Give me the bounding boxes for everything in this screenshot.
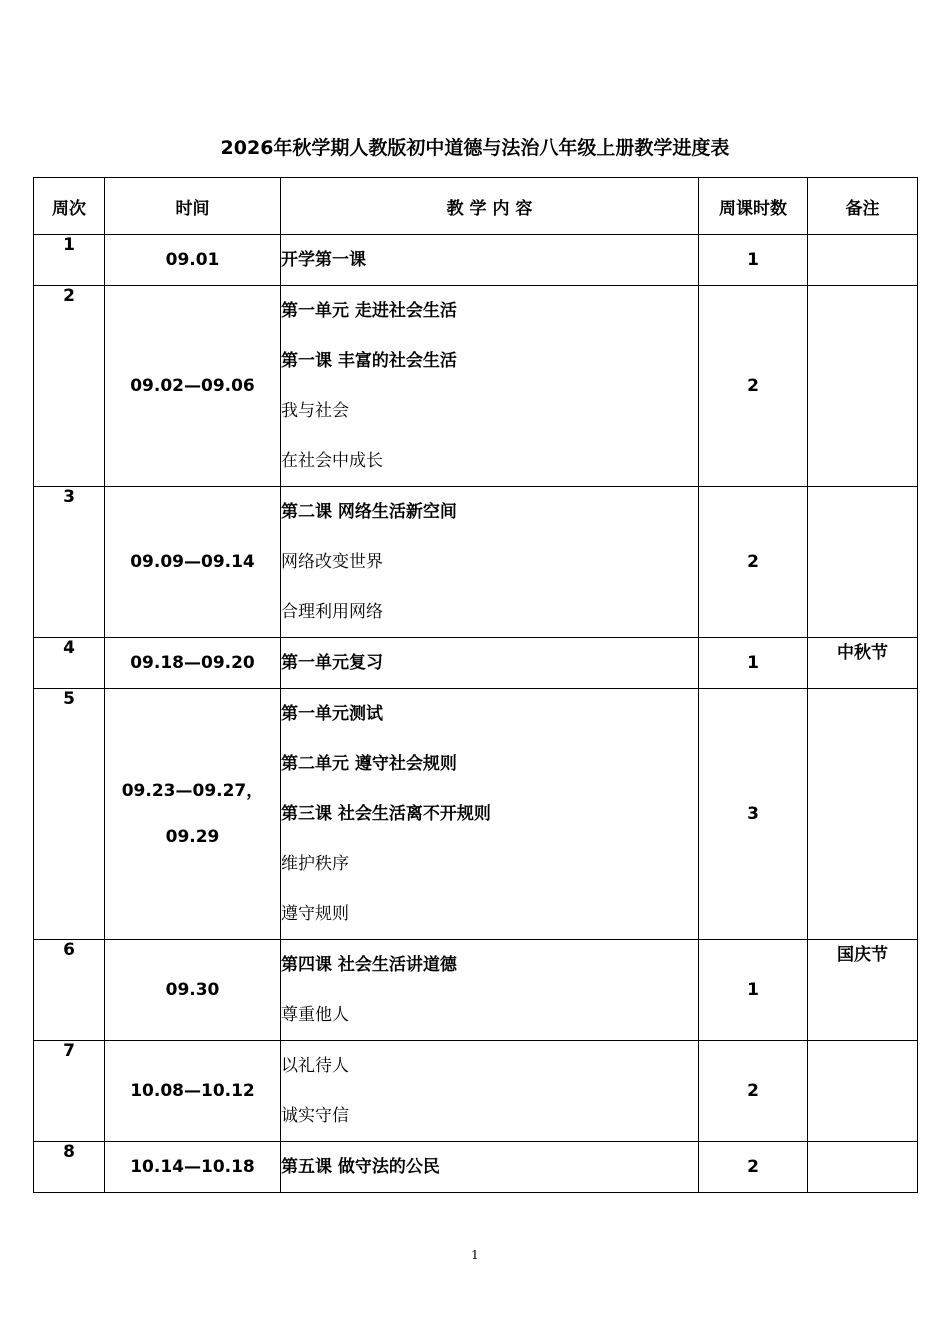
time-cell: 09.30 [105, 940, 281, 1041]
note-cell [808, 689, 918, 940]
content-line: 第一课 丰富的社会生活 [281, 351, 457, 371]
hours-cell: 2 [699, 1142, 808, 1193]
content-line: 第三课 社会生活离不开规则 [281, 804, 491, 824]
content-line: 第一单元复习 [281, 653, 383, 673]
note-cell [808, 235, 918, 286]
content-line: 第二课 网络生活新空间 [281, 502, 457, 522]
content-line: 遵守规则 [281, 904, 349, 924]
table-row [34, 235, 918, 286]
content-line: 合理利用网络 [281, 602, 383, 622]
content-cell [281, 638, 699, 689]
header-content: 教 学 内 容 [281, 178, 699, 235]
hours-cell: 1 [699, 235, 808, 286]
content-line: 第五课 做守法的公民 [281, 1157, 440, 1177]
time-cell: 09.01 [105, 235, 281, 286]
content-line: 第一单元 走进社会生活 [281, 301, 457, 321]
week-cell: 6 [34, 940, 105, 1041]
table-row [34, 940, 918, 1041]
content-line: 开学第一课 [281, 250, 366, 270]
content-line: 以礼待人 [281, 1056, 349, 1076]
note-cell [808, 286, 918, 487]
schedule-table [33, 177, 918, 1193]
content-line: 第四课 社会生活讲道德 [281, 955, 457, 975]
week-cell: 7 [34, 1041, 105, 1142]
note-cell [808, 1142, 918, 1193]
content-line: 诚实守信 [281, 1106, 349, 1126]
content-cell [281, 487, 699, 638]
content-line: 第一单元测试 [281, 704, 383, 724]
page-title: 2026年秋学期人教版初中道德与法治八年级上册教学进度表 [220, 137, 730, 159]
week-cell: 2 [34, 286, 105, 487]
content-line: 尊重他人 [281, 1005, 349, 1025]
table-row [34, 689, 918, 940]
content-line: 第二单元 遵守社会规则 [281, 754, 457, 774]
content-line: 维护秩序 [281, 854, 349, 874]
table-body [34, 235, 918, 1193]
header-week: 周次 [34, 178, 105, 235]
content-line: 在社会中成长 [281, 451, 383, 471]
content-line: 网络改变世界 [281, 552, 383, 572]
table-row [34, 1142, 918, 1193]
time-cell: 09.02—09.06 [105, 286, 281, 487]
week-cell: 4 [34, 638, 105, 689]
hours-cell: 2 [699, 487, 808, 638]
content-cell [281, 940, 699, 1041]
hours-cell: 1 [699, 638, 808, 689]
content-cell [281, 1041, 699, 1142]
table-row [34, 638, 918, 689]
header-note: 备注 [808, 178, 918, 235]
table-row [34, 1041, 918, 1142]
week-cell: 5 [34, 689, 105, 940]
content-cell [281, 1142, 699, 1193]
table-row [34, 286, 918, 487]
time-cell: 10.14—10.18 [105, 1142, 281, 1193]
hours-cell: 1 [699, 940, 808, 1041]
time-cell: 09.23—09.27，09.29 [105, 689, 281, 940]
note-cell: 国庆节 [808, 940, 918, 1041]
page-number: 1 [471, 1248, 479, 1262]
hours-cell: 2 [699, 1041, 808, 1142]
time-cell: 09.09—09.14 [105, 487, 281, 638]
content-line: 我与社会 [281, 401, 349, 421]
table-header-row [34, 178, 918, 235]
header-time: 时间 [105, 178, 281, 235]
note-cell: 中秋节 [808, 638, 918, 689]
week-cell: 8 [34, 1142, 105, 1193]
note-cell [808, 487, 918, 638]
content-cell [281, 286, 699, 487]
hours-cell: 3 [699, 689, 808, 940]
week-cell: 3 [34, 487, 105, 638]
week-cell: 1 [34, 235, 105, 286]
content-cell [281, 235, 699, 286]
content-cell [281, 689, 699, 940]
note-cell [808, 1041, 918, 1142]
hours-cell: 2 [699, 286, 808, 487]
time-cell: 10.08—10.12 [105, 1041, 281, 1142]
header-hours: 周课时数 [699, 178, 808, 235]
time-cell: 09.18—09.20 [105, 638, 281, 689]
table-row [34, 487, 918, 638]
